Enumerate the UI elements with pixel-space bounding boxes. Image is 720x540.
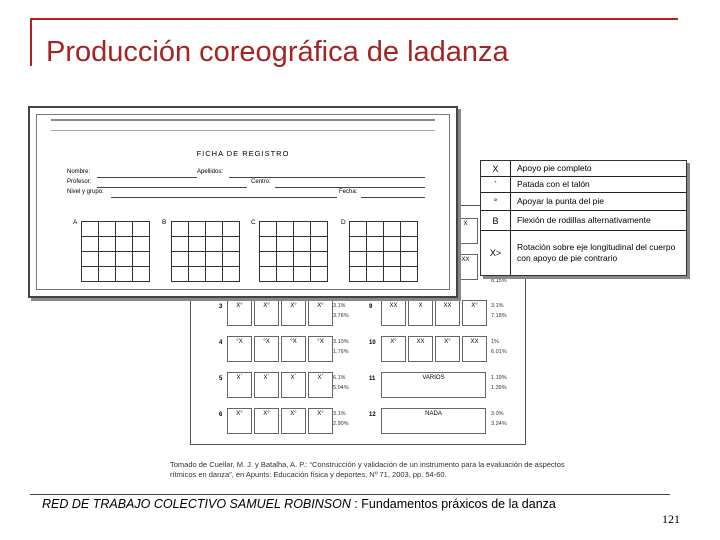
field-label-profesor: Profesor:: [67, 179, 92, 185]
table-cell: X°: [227, 408, 252, 434]
row-number: 9: [369, 304, 373, 310]
table-cell: X`: [308, 372, 333, 398]
table-cell: °X: [254, 336, 279, 362]
title-rule-horizontal: [30, 18, 678, 20]
table-cell: X°: [308, 408, 333, 434]
grid-group-c: [259, 221, 328, 282]
table-cell: X`: [254, 372, 279, 398]
table-cell: °X: [281, 336, 306, 362]
group-label-b: B: [162, 219, 167, 226]
table-cell-wide: VARIOS: [381, 372, 486, 398]
field-label-fecha: Fecha:: [339, 189, 358, 195]
legend-symbol: B: [481, 211, 511, 230]
table-percent: 3.1%: [333, 411, 346, 417]
legend-description: Rotación sobre eje longitudinal del cuerpo con apoyo de pie contrario: [517, 242, 676, 263]
legend-symbol: X>: [481, 231, 511, 275]
table-cell: X°: [227, 300, 252, 326]
table-cell: X°: [281, 408, 306, 434]
field-line: [275, 187, 425, 188]
field-label-nivel: Nivel y grupo:: [67, 189, 104, 195]
page-number: 121: [662, 512, 680, 526]
card-frame: [36, 114, 450, 290]
table-percent: 3.76%: [333, 313, 349, 319]
table-cell: X°: [381, 336, 406, 362]
field-line: [111, 197, 337, 198]
group-label-d: D: [341, 219, 346, 226]
table-percent: 7.18%: [491, 313, 507, 319]
row-number: 4: [219, 340, 223, 346]
table-percent: 1.39%: [491, 385, 507, 391]
table-row: [191, 300, 525, 334]
table-percent: 3.1%: [491, 303, 504, 309]
row-number: 12: [369, 412, 376, 418]
row-number: 6: [219, 412, 223, 418]
table-percent: 3.0%: [491, 411, 504, 417]
table-percent: 3.13%: [333, 339, 349, 345]
table-percent: 3.24%: [491, 421, 507, 427]
table-cell: X`: [227, 372, 252, 398]
source-citation: Tomado de Cuellar, M. J. y Batalha, A. P.: “Construcción y validación de un instrumento para la evaluación de aspectos rítmicos en danza”, en Apunts: Educación física y deportes, Nº 71, 2003, pp. 54-60.: [170, 460, 565, 479]
legend-description: Apoyo pie completo: [517, 163, 592, 173]
row-cells: [227, 372, 335, 398]
table-cell: X°: [281, 300, 306, 326]
table-row: [191, 372, 525, 406]
table-cell: X: [453, 218, 478, 244]
table-cell: °X: [308, 336, 333, 362]
table-percent: 6.01%: [491, 349, 507, 355]
table-cell: X°: [254, 408, 279, 434]
registration-form-card: [28, 106, 458, 298]
legend-row: [481, 193, 686, 211]
legend-row: [481, 177, 686, 193]
table-percent: 2.90%: [333, 421, 349, 427]
table-cell: XX: [462, 336, 487, 362]
table-cell: XX: [408, 336, 433, 362]
field-line: [97, 177, 197, 178]
footer-divider: [30, 494, 670, 495]
legend-row: [481, 231, 686, 275]
table-cell: X°: [462, 300, 487, 326]
title-rule-vertical: [30, 18, 32, 66]
row-cells: [227, 336, 335, 362]
table-cell: X°: [308, 300, 333, 326]
legend-description: Flexión de rodillas alternativamente: [517, 215, 651, 225]
row-number: 11: [369, 376, 376, 382]
legend-symbol: °: [481, 193, 511, 210]
table-cell: X: [408, 300, 433, 326]
row-number: 10: [369, 340, 376, 346]
grid-group-a: [81, 221, 150, 282]
row-cells: [227, 408, 335, 434]
legend-symbol: `: [481, 177, 511, 192]
table-row: [191, 336, 525, 370]
field-label-centro: Centro:: [251, 179, 271, 185]
legend-symbol: X: [481, 161, 511, 176]
row-number: 3: [219, 304, 223, 310]
table-cell: XX: [453, 254, 478, 280]
slide-title: Producción coreográfica de ladanza: [46, 36, 509, 68]
table-percent: 1.19%: [491, 375, 507, 381]
row-cells: [381, 300, 489, 326]
table-percent: 3.1%: [333, 303, 346, 309]
field-label-nombre: Nombre:: [67, 169, 91, 175]
legend-description: Patada con el talón: [517, 179, 590, 189]
table-row: [191, 408, 525, 442]
row-cells: [381, 336, 489, 362]
row-number: 5: [219, 376, 223, 382]
table-cell: X°: [435, 336, 460, 362]
table-percent: 1%: [491, 339, 499, 345]
field-line: [361, 197, 425, 198]
footer-network: RED DE TRABAJO COLECTIVO SAMUEL ROBINSON: [42, 497, 351, 511]
table-cell: XX: [381, 300, 406, 326]
table-percent: 1.76%: [333, 349, 349, 355]
row-cells: [227, 300, 335, 326]
group-label-c: C: [251, 219, 256, 226]
table-cell-wide: NADA: [381, 408, 486, 434]
legend-description: Apoyar la punta del pie: [517, 196, 604, 206]
card-ornament: [51, 119, 435, 131]
table-cell: XX: [435, 300, 460, 326]
field-label-apellidos: Apellidos:: [197, 169, 224, 175]
legend-row: [481, 161, 686, 177]
legend-row: [481, 211, 686, 231]
slide-footer: [42, 497, 556, 511]
field-line: [97, 187, 247, 188]
form-title: FICHA DE REGISTRO: [196, 149, 290, 158]
footer-separator: :: [350, 497, 362, 511]
group-label-a: A: [73, 219, 78, 226]
footer-subject: Fundamentos práxicos de la danza: [361, 497, 556, 511]
table-percent: 8.15%: [491, 278, 507, 284]
grid-group-d: [349, 221, 418, 282]
table-percent: 5.04%: [333, 385, 349, 391]
table-cell: X`: [281, 372, 306, 398]
movement-legend: [480, 160, 687, 276]
grid-group-b: [171, 221, 240, 282]
table-cell: °X: [227, 336, 252, 362]
table-percent: 6.1%: [333, 375, 346, 381]
table-cell: X°: [254, 300, 279, 326]
field-line: [229, 177, 425, 178]
